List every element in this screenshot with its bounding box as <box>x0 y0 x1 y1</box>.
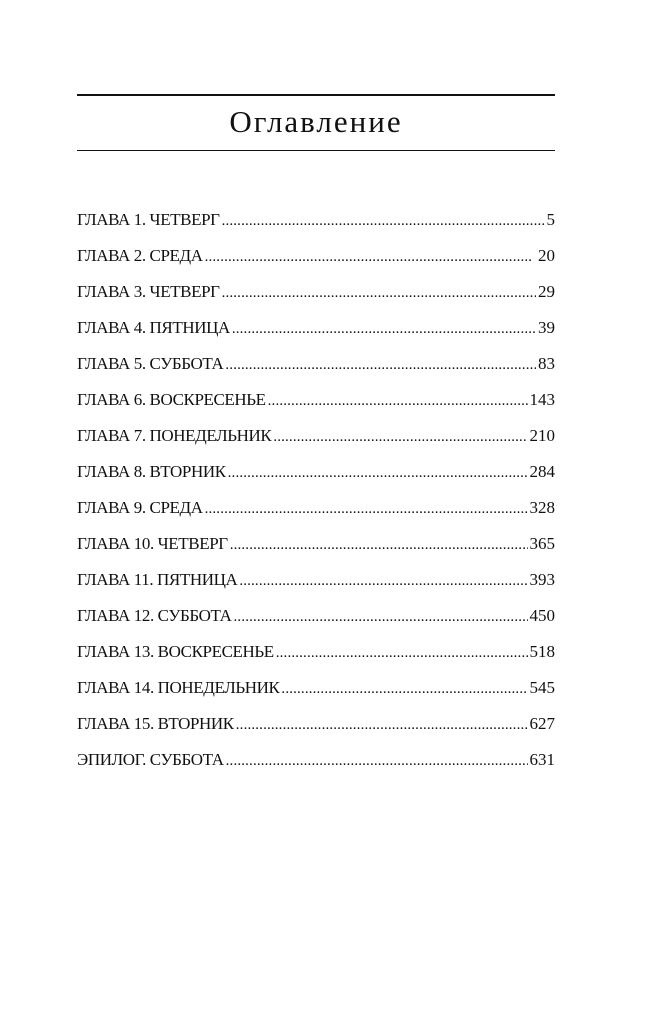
dot-leader <box>268 386 528 416</box>
toc-entry <box>77 277 555 313</box>
page-title: Оглавление <box>229 104 403 139</box>
toc-entry-page: 284 <box>529 462 555 481</box>
toc-entry-label: ЭПИЛОГ. СУББОТА <box>77 750 224 769</box>
top-rule <box>77 94 555 96</box>
toc-entry <box>77 493 555 529</box>
toc-entry <box>77 637 555 673</box>
dot-leader <box>236 710 528 740</box>
toc-entry <box>77 205 555 241</box>
toc-entry-label: ГЛАВА 4. ПЯТНИЦА <box>77 318 230 337</box>
dot-leader <box>228 458 528 488</box>
toc-entry <box>77 241 555 277</box>
toc-entry <box>77 601 555 637</box>
dot-leader <box>230 530 528 560</box>
toc-entry-page: 328 <box>529 498 555 517</box>
toc-entry-page: 210 <box>529 426 555 445</box>
dot-leader <box>222 206 545 236</box>
toc-entry <box>77 673 555 709</box>
dot-leader <box>222 278 536 308</box>
toc-entry-page: 545 <box>529 678 555 697</box>
toc-entry-page: 29 <box>538 282 555 301</box>
toc-entry-label: ГЛАВА 3. ЧЕТВЕРГ <box>77 282 220 301</box>
toc-entry-label: ГЛАВА 5. СУББОТА <box>77 354 224 373</box>
toc-entry <box>77 565 555 601</box>
bottom-rule <box>77 150 555 151</box>
toc-entry-label: ГЛАВА 15. ВТОРНИК <box>77 714 234 733</box>
toc-entry-label: ГЛАВА 8. ВТОРНИК <box>77 462 226 481</box>
toc-entry <box>77 745 555 781</box>
toc-entry-label: ГЛАВА 12. СУББОТА <box>77 606 232 625</box>
toc-entry-label: ГЛАВА 2. СРЕДА <box>77 246 203 265</box>
dot-leader <box>232 314 536 344</box>
dot-leader <box>234 602 528 632</box>
toc-entry-page: 450 <box>529 606 555 625</box>
dot-leader <box>226 746 528 776</box>
toc-entry <box>77 313 555 349</box>
toc-entry <box>77 385 555 421</box>
toc-entry-label: ГЛАВА 6. ВОСКРЕСЕНЬЕ <box>77 390 266 409</box>
dot-leader <box>273 422 527 452</box>
toc-entry-page: 631 <box>529 750 555 769</box>
toc-entry-page: 83 <box>538 354 555 373</box>
toc-entry-label: ГЛАВА 14. ПОНЕДЕЛЬНИК <box>77 678 280 697</box>
toc-entry-page: 627 <box>529 714 555 733</box>
toc-entry-page: 143 <box>529 390 555 409</box>
toc-entry-label: ГЛАВА 10. ЧЕТВЕРГ <box>77 534 228 553</box>
dot-leader <box>276 638 528 668</box>
toc-entry-label: ГЛАВА 1. ЧЕТВЕРГ <box>77 210 220 229</box>
toc-entry <box>77 421 555 457</box>
toc-entry <box>77 457 555 493</box>
dot-leader <box>205 494 528 524</box>
toc-entry-page: 518 <box>529 642 555 661</box>
table-of-contents <box>77 205 555 781</box>
toc-entry-label: ГЛАВА 11. ПЯТНИЦА <box>77 570 238 589</box>
toc-entry-label: ГЛАВА 9. СРЕДА <box>77 498 203 517</box>
toc-entry <box>77 349 555 385</box>
toc-entry-page: 365 <box>529 534 555 553</box>
toc-entry-page: 20 <box>538 246 555 265</box>
dot-leader <box>281 674 527 704</box>
toc-entry <box>77 529 555 565</box>
toc-entry-page: 393 <box>529 570 555 589</box>
dot-leader <box>225 350 536 380</box>
toc-entry-label: ГЛАВА 7. ПОНЕДЕЛЬНИК <box>77 426 272 445</box>
toc-entry-page: 39 <box>538 318 555 337</box>
dot-leader <box>239 566 527 596</box>
toc-entry-page: 5 <box>546 210 555 229</box>
dot-leader <box>205 242 536 272</box>
toc-entry-label: ГЛАВА 13. ВОСКРЕСЕНЬЕ <box>77 642 274 661</box>
toc-entry <box>77 709 555 745</box>
